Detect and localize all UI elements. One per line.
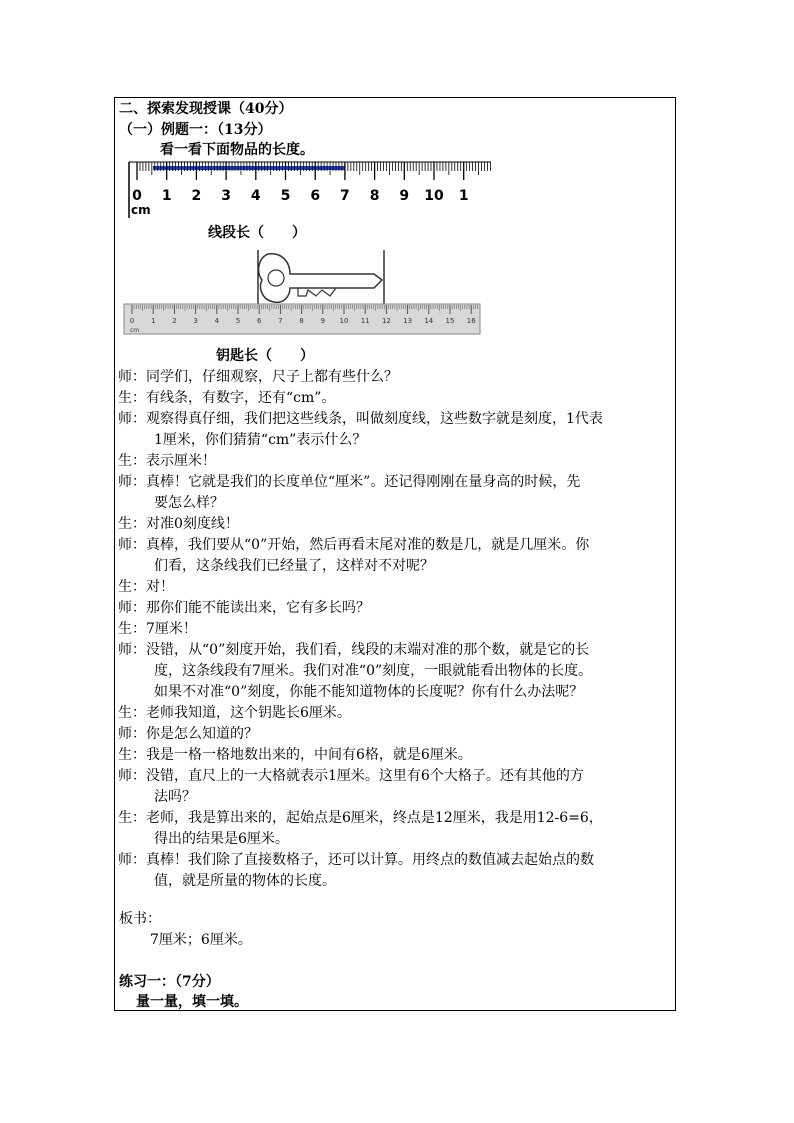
speaker-label: 师：	[118, 726, 146, 742]
dialogue-line	[118, 514, 671, 535]
speaker-label: 师：	[118, 537, 146, 553]
dialogue-line	[118, 829, 671, 850]
ruler-numbers	[132, 188, 468, 204]
dialogue-line	[118, 451, 671, 472]
ruler-number: 4	[250, 188, 261, 204]
dialogue-line	[118, 577, 671, 598]
ruler-number: 3	[193, 317, 198, 325]
ruler-number: 13	[403, 317, 413, 325]
dialogue-text: 有线条，有数字，还有“cm”。	[146, 390, 336, 406]
ruler-ticks	[137, 162, 490, 180]
dialogue-text: 7厘米！	[146, 621, 197, 637]
ruler-number: 8	[369, 188, 380, 204]
speaker-label: 师：	[118, 852, 146, 868]
key-on-ruler-figure	[122, 248, 482, 340]
dialogue-line	[118, 787, 671, 808]
dialogue-text: 观察得真仔细，我们把这些线条，叫做刻度线，这些数字就是刻度，1代表	[146, 411, 603, 427]
ruler-number: 0	[129, 317, 135, 325]
speaker-label: 师：	[118, 642, 146, 658]
ruler-number: 7	[278, 317, 283, 325]
dialogue-line	[118, 535, 671, 556]
ruler-number: 7	[340, 188, 350, 204]
dialogue-text: 对！	[146, 579, 174, 595]
ruler-number: 5	[280, 188, 291, 204]
speaker-label: 生：	[118, 390, 146, 406]
key-length-caption: 钥匙长（ ）	[216, 348, 314, 364]
dialogue-text: 对准0刻度线！	[146, 516, 239, 532]
ruler-number: 15	[445, 317, 455, 325]
dialogue-line	[118, 745, 671, 766]
dialogue-text: 表示厘米！	[146, 453, 216, 469]
dialogue-line	[118, 808, 671, 829]
dialogue-text: 没错，从“0”刻度开始，我们看，线段的末端对准的那个数，就是它的长	[146, 642, 590, 658]
exercise-heading: 练习一：（7分）	[119, 974, 220, 990]
dialogue-line	[118, 703, 671, 724]
speaker-label: 师：	[118, 474, 146, 490]
example-heading: （一）例题一：（13分）	[119, 122, 272, 138]
dialogue-text: 真棒！我们除了直接数格子，还可以计算。用终点的数值减去起始点的数	[146, 852, 594, 868]
dialogue-text: 真棒！它就是我们的长度单位“厘米”。还记得刚刚在量身高的时候，先	[146, 474, 581, 490]
dialogue-text: 如果不对准“0”刻度，你能不能知道物体的长度呢？你有什么办法呢？	[154, 684, 584, 700]
speaker-label: 生：	[118, 453, 146, 469]
dialogue-line	[118, 640, 671, 661]
speaker-label: 生：	[118, 621, 146, 637]
dialogue-text: 那你们能不能读出来，它有多长吗？	[146, 600, 370, 616]
dialogue-line	[118, 871, 671, 892]
dialogue-text: 同学们，仔细观察，尺子上都有些什么？	[146, 369, 398, 385]
dialogue-line	[118, 472, 671, 493]
dialogue-text: 你是怎么知道的？	[146, 726, 258, 742]
speaker-label: 师：	[118, 768, 146, 784]
speaker-label: 生：	[118, 747, 146, 763]
board-label: 板书：	[119, 911, 161, 927]
ruler-number: 0	[132, 188, 142, 204]
dialogue-text: 值，就是所量的物体的长度。	[154, 873, 336, 889]
ruler-number: 12	[381, 317, 391, 325]
ruler-figure-cm	[123, 160, 493, 222]
speaker-label: 生：	[118, 516, 146, 532]
ruler-number: 16	[466, 317, 476, 325]
dialogue-line	[118, 367, 671, 388]
exercise-instruction: 量一量，填一填。	[136, 994, 248, 1010]
speaker-label: 师：	[118, 369, 146, 385]
dialogue-line	[118, 598, 671, 619]
dialogue-text: 老师，我是算出来的，起始点是6厘米，终点是12厘米，我是用12-6=6，	[146, 810, 603, 826]
speaker-label: 师：	[118, 411, 146, 427]
dialogue-text: 真棒，我们要从“0”开始，然后再看末尾对准的数是几，就是几厘米。你	[146, 537, 590, 553]
board-content: 7厘米；6厘米。	[150, 932, 252, 948]
ruler-number: 2	[172, 317, 177, 325]
key-icon	[259, 254, 382, 303]
ruler-number: 6	[310, 188, 321, 204]
ruler-number: 8	[299, 317, 304, 325]
ruler-number: 9	[320, 317, 326, 325]
dialogue-line	[118, 661, 671, 682]
dialogue-text: 没错，直尺上的一大格就表示1厘米。这里有6个大格子。还有其他的方	[146, 768, 584, 784]
ruler-number: 2	[191, 188, 202, 204]
ruler-unit-label: cm	[131, 203, 151, 217]
dialogue-line	[118, 493, 671, 514]
dialogue-text: 得出的结果是6厘米。	[154, 831, 289, 847]
dialogue-text: 1厘米，你们猜猜“cm”表示什么？	[154, 432, 367, 448]
ruler-number: 9	[399, 188, 410, 204]
section-title: 二、探索发现授课（40分）	[119, 101, 293, 117]
ruler-number: 11	[360, 317, 370, 325]
ruler-number: 1	[150, 317, 156, 325]
dialogue-line	[118, 682, 671, 703]
dialogue-line	[118, 850, 671, 871]
ruler-number: 1	[458, 188, 469, 204]
dialogue-text: 我是一格一格地数出来的，中间有6格，就是6厘米。	[146, 747, 472, 763]
ruler-number: 10	[339, 317, 349, 325]
ruler-number: 14	[424, 317, 434, 325]
dialogue-text: 法吗？	[154, 789, 196, 805]
ruler-number: 6	[256, 317, 262, 325]
dialogue-line	[118, 409, 671, 430]
dialogue-line	[118, 619, 671, 640]
dialogue-line	[118, 388, 671, 409]
ruler-number: 10	[424, 188, 444, 204]
instruction-text: 看一看下面物品的长度。	[160, 142, 314, 158]
dialogue-text: 们看，这条线我们已经量了，这样对不对呢？	[154, 558, 434, 574]
segment-length-caption: 线段长（ ）	[208, 225, 306, 241]
dialogue-text: 度，这条线段有7厘米。我们对准“0”刻度，一眼就能看出物体的长度。	[154, 663, 593, 679]
ruler-number: 3	[221, 188, 231, 204]
dialogue-text: 要怎么样？	[154, 495, 224, 511]
dialogue-text: 老师我知道，这个钥匙长6厘米。	[146, 705, 351, 721]
speaker-label: 生：	[118, 810, 146, 826]
ruler-number: 4	[214, 317, 220, 325]
speaker-label: 师：	[118, 600, 146, 616]
dialogue-line	[118, 724, 671, 745]
dialogue-line	[118, 556, 671, 577]
speaker-label: 生：	[118, 579, 146, 595]
speaker-label: 生：	[118, 705, 146, 721]
ruler-unit-label: cm	[130, 327, 140, 334]
dialogue-line	[118, 766, 671, 787]
ruler-number: 1	[161, 188, 172, 204]
ruler-number: 5	[235, 317, 241, 325]
teacher-student-dialogue	[118, 367, 671, 892]
dialogue-line	[118, 430, 671, 451]
